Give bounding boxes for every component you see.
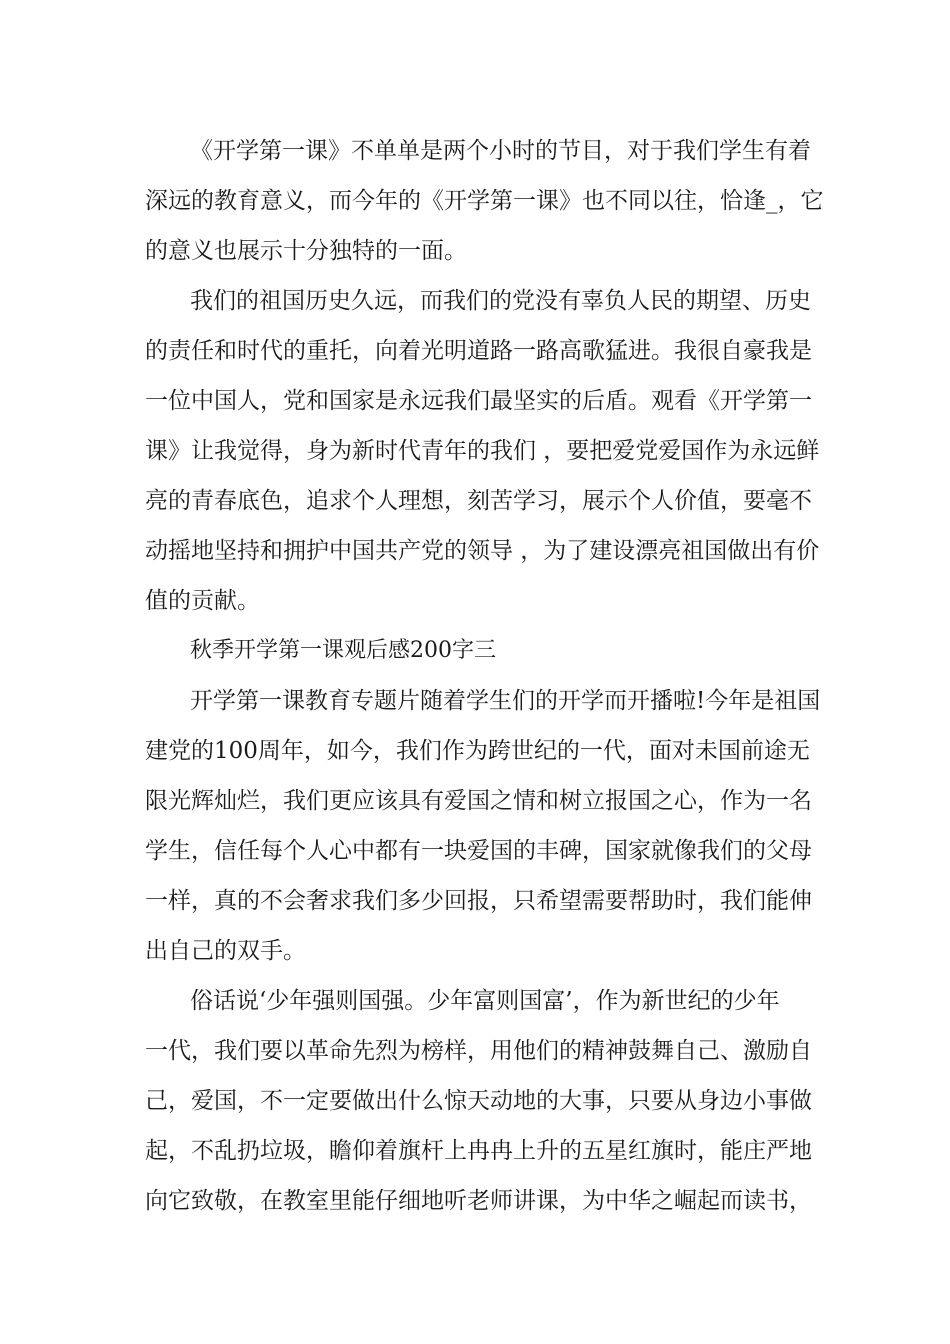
paragraph-1-line-1: 《开学第一课》不单单是两个小时的节目，对于我们学生有着: [190, 138, 811, 164]
paragraph-1-line-3: 的意义也展示十分独特的一面。: [145, 238, 467, 264]
paragraph-3-line-3: 限光辉灿烂，我们更应该具有爱国之情和树立报国之心，作为一名: [145, 788, 812, 814]
section-heading: 秋季开学第一课观后感200字三: [190, 638, 496, 663]
paragraph-4-line-3: 己，爱国，不一定要做出什么惊天动地的大事，只要从身边小事做: [145, 1088, 812, 1114]
paragraph-2-line-5: 亮的青春底色，追求个人理想，刻苦学习，展示个人价值，要毫不: [145, 488, 812, 514]
paragraph-3-line-2: 建党的100周年，如今，我们作为跨世纪的一代，面对未国前途无: [145, 738, 810, 764]
paragraph-1-line-2: 深远的教育意义，而今年的《开学第一课》也不同以往，恰逢_，它: [145, 188, 824, 214]
paragraph-2-line-3: 一位中国人，党和国家是永远我们最坚实的后盾。观看《开学第一: [145, 388, 812, 414]
paragraph-4-line-5: 向它致敬，在教室里能仔细地听老师讲课，为中华之崛起而读书，: [145, 1188, 812, 1214]
paragraph-2-line-7: 值的贡献。: [145, 588, 260, 614]
paragraph-2-line-4: 课》让我觉得，身为新时代青年的我们 ，要把爱党爱国作为永远鲜: [145, 438, 820, 464]
paragraph-3-line-1: 开学第一课教育专题片随着学生们的开学而开播啦!今年是祖国: [190, 688, 821, 714]
paragraph-4-line-1: 俗话说‘少年强则国强。少年富则国富’，作为新世纪的少年: [190, 988, 780, 1014]
paragraph-2-line-2: 的责任和时代的重托，向着光明道路一路高歌猛进。我很自豪我是: [145, 338, 812, 364]
paragraph-2-line-1: 我们的祖国历史久远，而我们的党没有辜负人民的期望、历史: [190, 288, 811, 314]
paragraph-2-line-6: 动摇地坚持和拥护中国共产党的领导 ，为了建设漂亮祖国做出有价: [145, 538, 820, 564]
paragraph-3-line-6: 出自己的双手。: [145, 938, 306, 964]
paragraph-4-line-4: 起，不乱扔垃圾，瞻仰着旗杆上冉冉上升的五星红旗时，能庄严地: [145, 1138, 812, 1164]
paragraph-3-line-5: 一样，真的不会奢求我们多少回报，只希望需要帮助时，我们能伸: [145, 888, 812, 914]
paragraph-3-line-4: 学生，信任每个人心中都有一块爱国的丰碑，国家就像我们的父母: [145, 838, 812, 864]
paragraph-4-line-2: 一代，我们要以革命先烈为榜样，用他们的精神鼓舞自己、激励自: [145, 1038, 812, 1064]
